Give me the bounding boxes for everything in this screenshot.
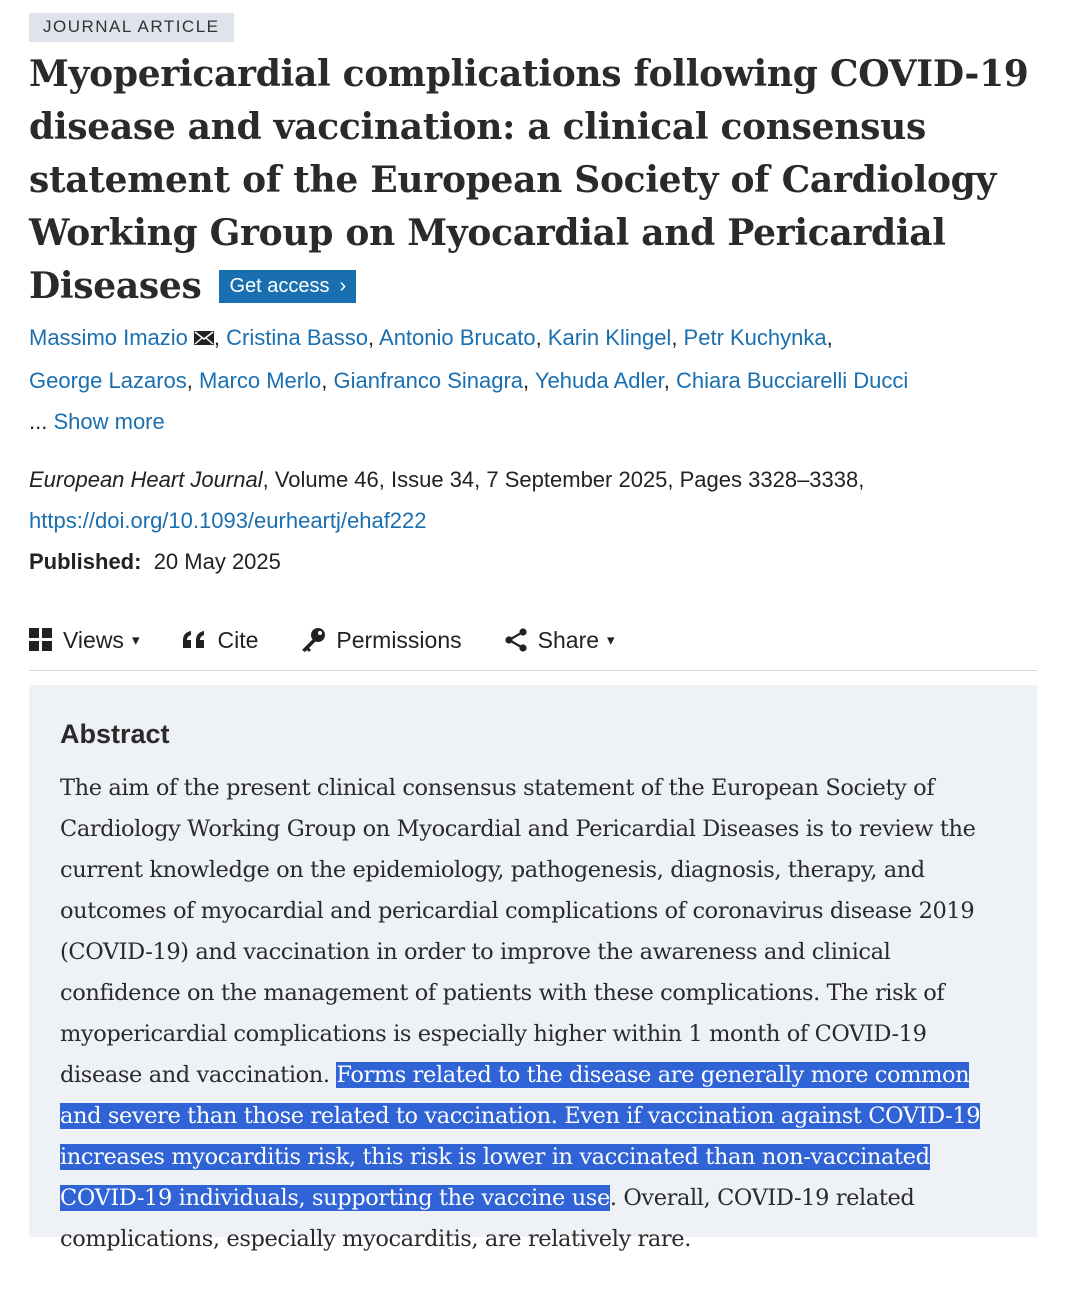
abstract-text	[60, 768, 1006, 1260]
author-link[interactable]: Marco Merlo	[199, 368, 322, 393]
article-toolbar	[29, 610, 1037, 671]
caret-down-icon: ▾	[131, 632, 140, 649]
citation-details: , Volume 46, Issue 34, 7 September 2025, Pages 3328–3338,	[262, 467, 865, 492]
abstract-text-after: . Overall, COVID-19 related complications, especially myocarditis, are relatively rare.	[60, 1185, 915, 1252]
share-label: Share	[537, 626, 600, 653]
permissions-button[interactable]	[300, 627, 461, 654]
views-button[interactable]	[29, 627, 139, 654]
article-type-badge: JOURNAL ARTICLE	[29, 13, 234, 42]
ellipsis: ...	[29, 409, 48, 434]
author-link[interactable]: Antonio Brucato	[379, 325, 536, 350]
abstract-section	[29, 685, 1037, 1252]
quote-icon	[181, 630, 207, 650]
author-link[interactable]: Massimo Imazio	[29, 325, 188, 350]
abstract-text-before: The aim of the present clinical consensus statement of the European Society of Cardiology Working Group on Myocardial and Pericardial Diseases is to review the current knowledge on the epidemiology, pathogenesis, diagnosis, therapy, and outcomes of myocardial and pericardial complications of coronavirus disease 2019 (COVID-19) and vaccination in order to improve the awareness and clinical confidence on the management of patients with these complications. The risk of myopericardial complications is especially higher within 1 month of COVID-19 disease and vaccination.	[60, 775, 976, 1088]
grid-icon	[29, 628, 53, 652]
chevron-right-icon: ›	[339, 275, 347, 297]
author-link[interactable]: Cristina Basso	[226, 325, 368, 350]
envelope-icon[interactable]	[194, 330, 214, 349]
article-title-text: Myopericardial complications following COVID-19 disease and vaccination: a clinical consensus statement of the European Society of Cardiology Working Group on Myocardial and Pericardial Diseases	[29, 53, 1029, 307]
abstract-text-selected[interactable]: Forms related to the disease are generally more common and severe than those related to vaccination. Even if vaccination against COVID-19 increases myocarditis risk, this risk is lower in vaccinated than non-vaccinated COVID-19 individuals, supporting the vaccine use	[60, 1062, 981, 1211]
doi-link[interactable]: https://doi.org/10.1093/eurheartj/ehaf222	[29, 508, 427, 533]
cite-label: Cite	[217, 626, 259, 653]
article-header	[29, 13, 1037, 1252]
citation-block	[29, 459, 1037, 582]
get-access-label: Get access	[229, 275, 330, 297]
permissions-label: Permissions	[336, 626, 462, 653]
author-link[interactable]: Gianfranco Sinagra	[333, 368, 524, 393]
journal-name: European Heart Journal	[29, 467, 263, 492]
share-icon	[504, 628, 528, 652]
author-link[interactable]: Yehuda Adler	[534, 368, 664, 393]
article-title	[29, 48, 1037, 313]
published-label: Published:	[29, 549, 142, 574]
citation-line	[29, 459, 1037, 500]
views-label: Views	[63, 626, 124, 653]
caret-down-icon: ▾	[607, 632, 615, 649]
author-link[interactable]: Karin Klingel	[547, 325, 672, 350]
author-link[interactable]: Chiara Bucciarelli Ducci	[675, 368, 909, 393]
published-date: 20 May 2025	[153, 549, 281, 574]
author-link[interactable]: George Lazaros	[29, 368, 187, 393]
cite-button[interactable]	[181, 627, 258, 654]
author-list: Massimo Imazio , Cristina Basso, Antonio Brucato, Karin Klingel, Petr Kuchynka, George Lazaros, Marco Merlo, Gianfranco Sinagra, Yehuda Adler, Chiara Bucciarelli Ducci ... Show more	[29, 325, 909, 434]
get-access-button[interactable]	[219, 270, 356, 303]
show-more-link[interactable]: Show more	[53, 409, 165, 434]
key-icon	[300, 627, 326, 653]
share-button[interactable]	[504, 627, 615, 654]
author-link[interactable]: Petr Kuchynka	[683, 325, 827, 350]
abstract-heading: Abstract	[60, 719, 170, 749]
published-line	[29, 541, 1037, 582]
